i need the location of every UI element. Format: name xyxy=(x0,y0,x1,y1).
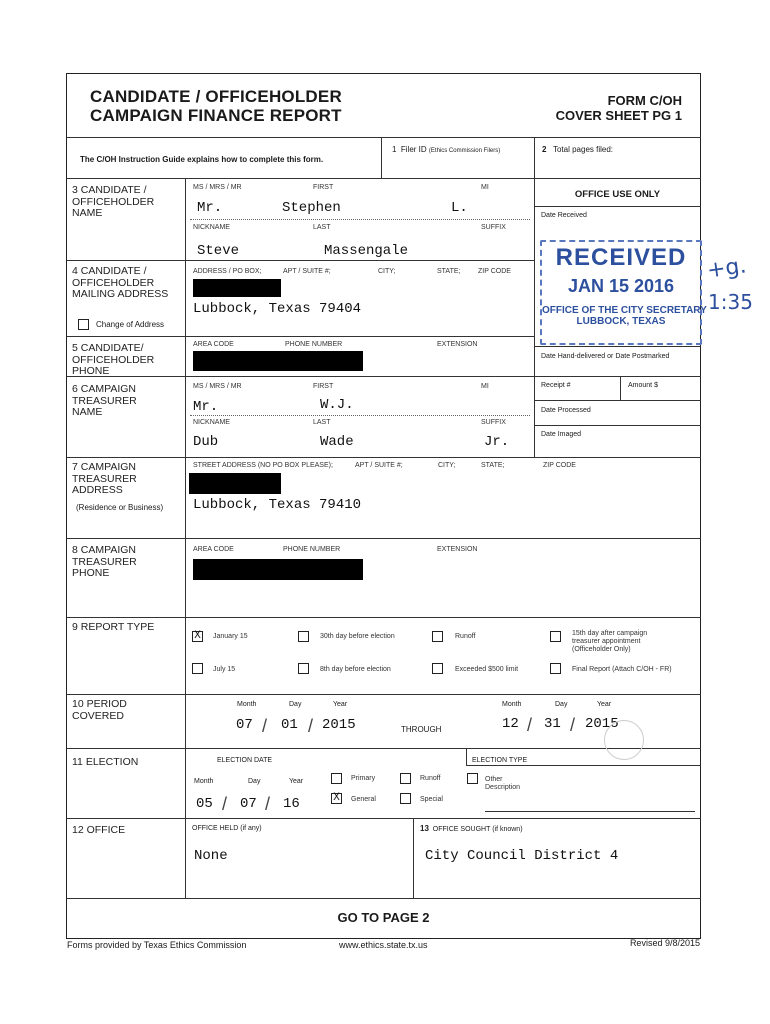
report-type-runoff-label: Runoff xyxy=(455,633,476,640)
section-12-label: 12 OFFICE xyxy=(72,824,126,836)
rule xyxy=(67,178,701,179)
form-title-line1: CANDIDATE / OFFICEHOLDER xyxy=(90,87,342,106)
office-sought-label: OFFICE SOUGHT xyxy=(432,826,491,833)
candidate-first-name[interactable]: Stephen xyxy=(282,200,341,216)
period-from-month[interactable]: 07 xyxy=(236,717,253,733)
stamp-date-text: JAN 15 2016 xyxy=(567,276,675,296)
total-pages-label: Total pages filed: xyxy=(552,145,614,154)
treasurer-first-name[interactable]: W.J. xyxy=(320,397,354,413)
field-label: ZIP CODE xyxy=(478,268,511,275)
section-7-note: (Residence or Business) xyxy=(76,503,164,512)
field-label: MS / MRS / MR xyxy=(193,184,242,191)
office-sought-value[interactable]: City Council District 4 xyxy=(425,848,619,864)
report-type-30th-day-label: 30th day before election xyxy=(320,633,395,640)
handwritten-initials: +g. xyxy=(705,253,748,284)
date-processed-label: Date Processed xyxy=(541,407,591,414)
field-label: FIRST xyxy=(313,184,334,191)
election-runoff-checkbox[interactable] xyxy=(400,773,411,784)
election-primary-checkbox[interactable] xyxy=(331,773,342,784)
election-date-label: ELECTION DATE xyxy=(217,757,273,764)
receipt-label: Receipt # xyxy=(541,382,571,389)
treasurer-nickname[interactable]: Dub xyxy=(193,434,219,450)
field-label: MI xyxy=(481,184,489,191)
date-separator: / xyxy=(570,715,576,735)
amount-label: Amount $ xyxy=(628,382,658,389)
period-from-day[interactable]: 01 xyxy=(281,717,298,733)
election-year[interactable]: 16 xyxy=(283,796,300,812)
field-label: EXTENSION xyxy=(437,546,478,553)
report-type-30th-day-checkbox[interactable] xyxy=(298,631,309,642)
section-8-label: 8 CAMPAIGN TREASURER PHONE xyxy=(72,544,137,579)
election-day-label: Day xyxy=(248,778,261,785)
rule xyxy=(534,376,701,377)
election-special-checkbox[interactable] xyxy=(400,793,411,804)
date-separator: / xyxy=(527,715,533,735)
report-type-jul15-label: July 15 xyxy=(213,666,236,673)
office-sought-field-label xyxy=(420,824,523,833)
report-type-exceeded-label: Exceeded $500 limit xyxy=(455,666,519,673)
office-use-only-title: OFFICE USE ONLY xyxy=(574,189,661,200)
section-10-label: 10 PERIOD COVERED xyxy=(72,698,127,722)
report-type-jan15-label: January 15 xyxy=(213,633,248,640)
instruction-text: The C/OH Instruction Guide explains how to complete this form. xyxy=(80,155,324,164)
footer-revised: Revised 9/8/2015 xyxy=(629,938,700,948)
rule xyxy=(534,346,701,347)
field-label: FIRST xyxy=(313,383,334,390)
election-primary-label: Primary xyxy=(351,775,376,782)
filer-id-label: Filer ID xyxy=(400,145,427,154)
rule xyxy=(67,260,534,261)
rule xyxy=(381,137,382,178)
date-separator: / xyxy=(265,794,271,814)
field-label: PHONE NUMBER xyxy=(283,546,341,553)
office-held-field-label xyxy=(192,825,262,832)
date-hand-delivered-label: Date Hand-delivered or Date Postmarked xyxy=(541,353,670,360)
go-to-page-2: GO TO PAGE 2 xyxy=(337,910,430,925)
report-type-jul15-checkbox[interactable] xyxy=(192,663,203,674)
report-type-8th-day-checkbox[interactable] xyxy=(298,663,309,674)
stamp-received-text: RECEIVED xyxy=(555,244,687,271)
rule xyxy=(67,538,701,539)
filer-id-field xyxy=(392,145,500,154)
office-held-note: (if any) xyxy=(240,825,262,832)
candidate-city-state-zip[interactable]: Lubbock, Texas 79404 xyxy=(193,301,362,317)
election-other-label: Other Description xyxy=(485,776,521,791)
election-general-checkbox[interactable] xyxy=(331,793,342,804)
date-separator: / xyxy=(308,716,314,736)
period-from-month-label: Month xyxy=(237,701,257,708)
election-type-label: ELECTION TYPE xyxy=(472,757,528,764)
election-general-label: General xyxy=(351,796,376,803)
period-to-year-label: Year xyxy=(597,701,612,708)
rule xyxy=(413,818,414,898)
section-3-label: 3 CANDIDATE / OFFICEHOLDER NAME xyxy=(72,184,155,219)
date-imaged-label: Date Imaged xyxy=(541,431,582,438)
field-label: AREA CODE xyxy=(193,546,234,553)
dotted-rule xyxy=(190,415,530,416)
rule xyxy=(185,178,186,898)
rule xyxy=(67,336,534,337)
stamp-office-text: OFFICE OF THE CITY SECRETARY xyxy=(542,305,707,316)
field-label: SUFFIX xyxy=(481,224,506,231)
period-from-year[interactable]: 2015 xyxy=(322,717,356,733)
report-type-15th-day-checkbox[interactable] xyxy=(550,631,561,642)
office-held-value[interactable]: None xyxy=(194,848,228,864)
form-id: FORM C/OH xyxy=(607,93,682,108)
field-label: ADDRESS / PO BOX; xyxy=(193,268,262,275)
rule xyxy=(67,694,701,695)
election-runoff-label: Runoff xyxy=(420,775,441,782)
section-6-label: 6 CAMPAIGN TREASURER NAME xyxy=(72,383,137,418)
report-type-exceeded-checkbox[interactable] xyxy=(432,663,443,674)
rule xyxy=(67,898,701,899)
rule xyxy=(466,748,467,765)
field-label: MI xyxy=(481,383,489,390)
date-separator: / xyxy=(262,716,268,736)
rule xyxy=(466,765,701,766)
field-label: LAST xyxy=(313,419,331,426)
rule xyxy=(534,206,701,207)
period-to-month-label: Month xyxy=(502,701,522,708)
dotted-rule xyxy=(190,219,530,220)
cover-sheet-label: COVER SHEET PG 1 xyxy=(555,108,682,123)
field-label: SUFFIX xyxy=(481,419,506,426)
election-year-label: Year xyxy=(289,778,304,785)
field-label: APT / SUITE #; xyxy=(283,268,331,275)
report-type-8th-day-label: 8th day before election xyxy=(320,666,391,673)
election-special-label: Special xyxy=(420,796,443,803)
rule xyxy=(67,137,701,138)
treasurer-title[interactable]: Mr. xyxy=(193,399,219,415)
field-label: APT / SUITE #; xyxy=(355,462,403,469)
rule xyxy=(67,617,701,618)
footer-url[interactable]: www.ethics.state.tx.us xyxy=(339,940,428,950)
change-of-address-label: Change of Address xyxy=(96,320,165,329)
section-11-label: 11 ELECTION xyxy=(72,756,139,768)
candidate-mi[interactable]: L. xyxy=(451,200,468,216)
section-7-label: 7 CAMPAIGN TREASURER ADDRESS xyxy=(72,461,137,496)
date-separator: / xyxy=(222,794,228,814)
seal-mark-icon xyxy=(604,720,644,760)
check-mark: X xyxy=(194,630,201,642)
period-from-year-label: Year xyxy=(333,701,348,708)
total-pages-field xyxy=(542,145,613,154)
report-type-final-label: Final Report (Attach C/OH - FR) xyxy=(572,666,672,673)
treasurer-city-state-zip[interactable]: Lubbock, Texas 79410 xyxy=(193,497,362,513)
report-type-final-checkbox[interactable] xyxy=(550,663,561,674)
change-of-address-checkbox[interactable] xyxy=(78,319,89,330)
treasurer-suffix[interactable]: Jr. xyxy=(484,434,510,450)
received-stamp xyxy=(540,240,707,345)
field-label: CITY; xyxy=(438,462,456,469)
date-received-label: Date Received xyxy=(541,212,587,219)
field-label: STATE; xyxy=(437,268,461,275)
check-mark: X xyxy=(333,792,340,804)
redacted-phone xyxy=(193,351,363,371)
period-to-day-label: Day xyxy=(555,701,568,708)
other-description-line xyxy=(485,811,695,812)
field-label: NICKNAME xyxy=(193,419,230,426)
period-to-year[interactable]: 2015 xyxy=(585,716,619,732)
election-day[interactable]: 07 xyxy=(240,796,257,812)
rule xyxy=(534,137,535,457)
candidate-nickname[interactable]: Steve xyxy=(197,243,240,259)
rule xyxy=(534,425,701,426)
section-4-label: 4 CANDIDATE / OFFICEHOLDER MAILING ADDRESS xyxy=(72,265,169,300)
rule xyxy=(534,400,701,401)
field-label: MS / MRS / MR xyxy=(193,383,242,390)
stamp-city-text: LUBBOCK, TEXAS xyxy=(576,316,666,327)
rule xyxy=(67,818,701,819)
section-5-label: 5 CANDIDATE/ OFFICEHOLDER PHONE xyxy=(72,342,155,377)
office-sought-note: (if known) xyxy=(492,826,523,833)
period-to-day[interactable]: 31 xyxy=(544,716,561,732)
through-label: THROUGH xyxy=(401,725,442,734)
redacted-address xyxy=(189,473,281,494)
handwritten-time: 1:35 xyxy=(708,290,753,314)
field-label: STATE; xyxy=(481,462,505,469)
field-label: LAST xyxy=(313,224,331,231)
filer-id-num: 1 xyxy=(392,145,397,154)
office-sought-num: 13 xyxy=(420,824,429,833)
report-type-runoff-checkbox[interactable] xyxy=(432,631,443,642)
section-9-label: 9 REPORT TYPE xyxy=(72,621,155,633)
form-title-line2: CAMPAIGN FINANCE REPORT xyxy=(90,106,342,125)
redacted-address xyxy=(193,279,281,297)
period-to-month[interactable]: 12 xyxy=(502,716,519,732)
rule xyxy=(67,457,701,458)
treasurer-last-name[interactable]: Wade xyxy=(320,434,354,450)
field-label: EXTENSION xyxy=(437,341,478,348)
election-month[interactable]: 05 xyxy=(196,796,213,812)
total-pages-num: 2 xyxy=(542,145,547,154)
field-label: NICKNAME xyxy=(193,224,230,231)
field-label: PHONE NUMBER xyxy=(285,341,343,348)
election-other-checkbox[interactable] xyxy=(467,773,478,784)
field-label: CITY; xyxy=(378,268,396,275)
candidate-title[interactable]: Mr. xyxy=(197,200,223,216)
office-held-label: OFFICE HELD xyxy=(192,825,239,832)
candidate-last-name[interactable]: Massengale xyxy=(324,243,409,259)
field-label: STREET ADDRESS (NO PO BOX PLEASE); xyxy=(193,462,333,469)
period-from-day-label: Day xyxy=(289,701,302,708)
redacted-phone xyxy=(193,559,363,580)
election-month-label: Month xyxy=(194,778,214,785)
report-type-jan15-checkbox[interactable] xyxy=(192,631,203,642)
report-type-15th-day-label: 15th day after campaign treasurer appointment (Officeholder Only) xyxy=(572,630,648,653)
filer-id-note: (Ethics Commission Filers) xyxy=(428,148,501,154)
rule xyxy=(620,376,621,400)
field-label: AREA CODE xyxy=(193,341,234,348)
field-label: ZIP CODE xyxy=(543,462,576,469)
footer-provided-by: Forms provided by Texas Ethics Commission xyxy=(67,940,247,950)
